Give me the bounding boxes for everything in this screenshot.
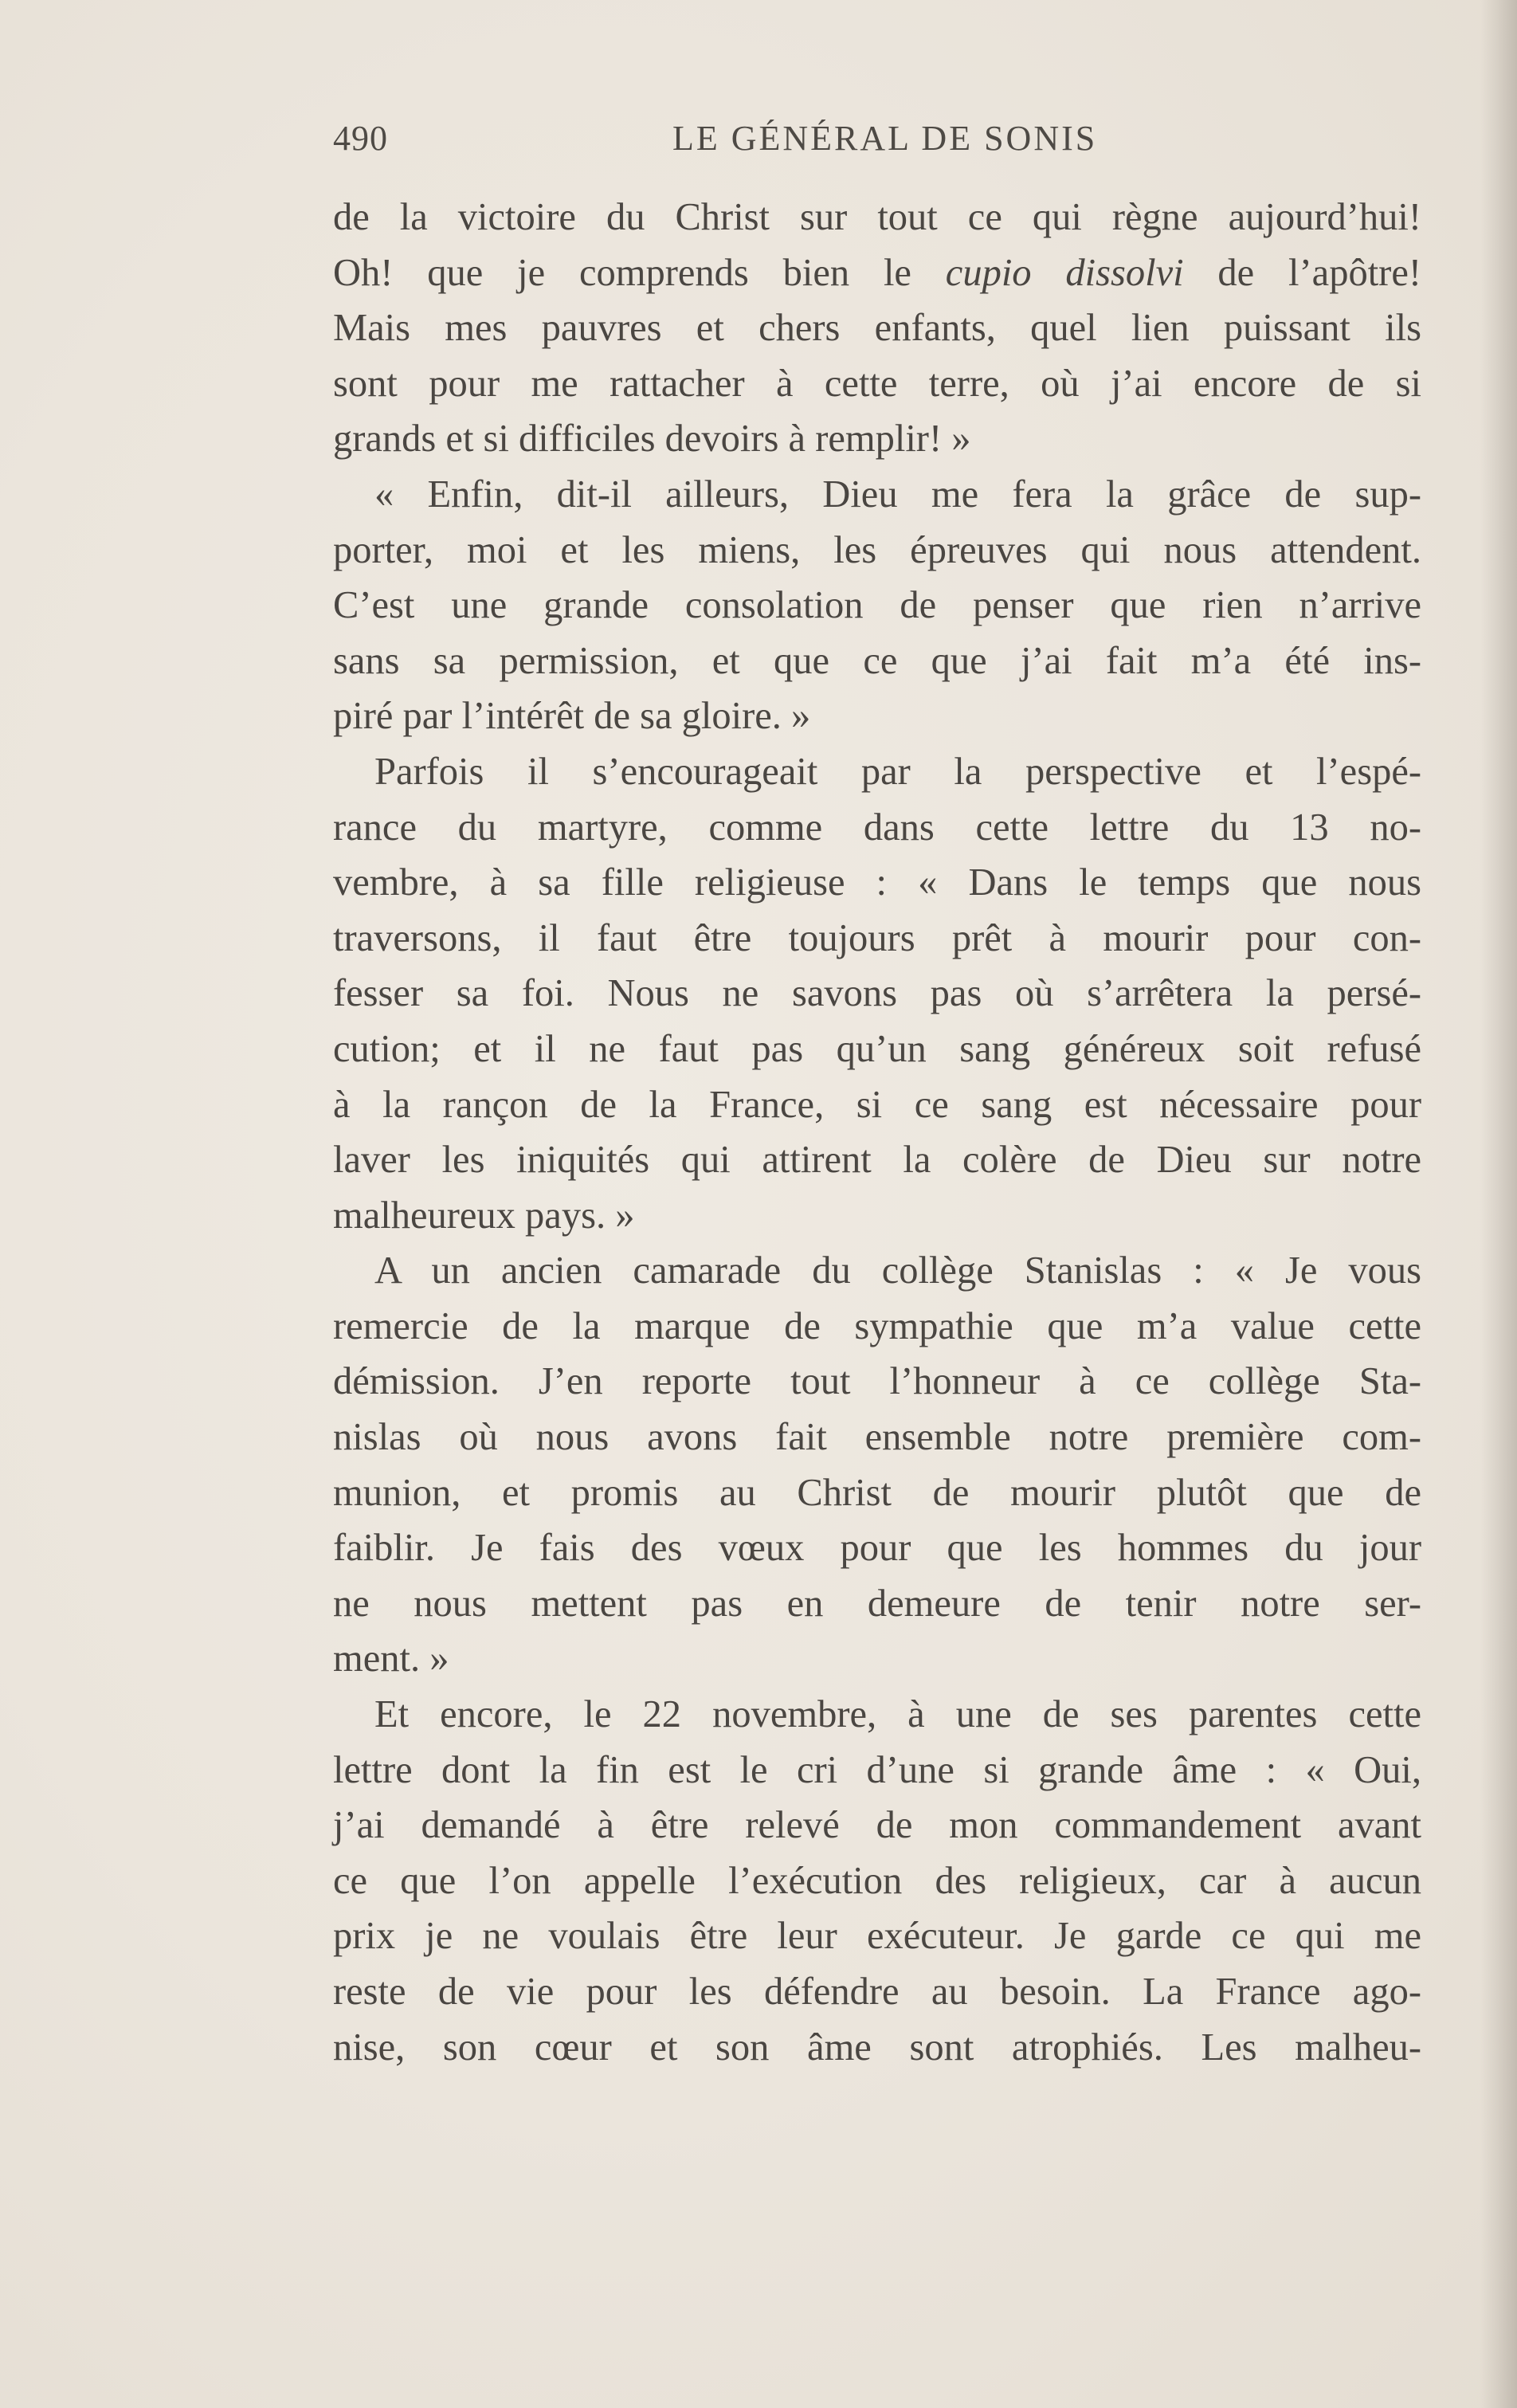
text-line xyxy=(333,190,1421,245)
text-line xyxy=(333,1022,1421,1077)
text-line-segment: sans sa permission, et que ce que j’ai fait m’a été ins- xyxy=(333,639,1421,682)
text-line-segment: j’ai demandé à être relevé de mon commandement avant xyxy=(333,1804,1421,1847)
text-line xyxy=(333,800,1421,856)
text-line-segment: faiblir. Je fais des vœux pour que les hommes du jour xyxy=(333,1527,1421,1570)
text-line xyxy=(333,1132,1421,1188)
text-line xyxy=(333,356,1421,412)
text-line-segment: sont pour me rattacher à cette terre, où j’ai encore de si xyxy=(333,362,1421,405)
running-title: LE GÉNÉRAL DE SONIS xyxy=(672,119,1098,158)
text-line-segment: Parfois il s’encourageait par la perspective et l’espé- xyxy=(374,750,1421,793)
text-line xyxy=(333,855,1421,911)
text-line xyxy=(333,467,1421,523)
text-line-segment: piré par l’intérêt de sa gloire. » xyxy=(333,695,811,738)
text-line-segment: malheureux pays. » xyxy=(333,1194,635,1237)
text-line xyxy=(333,411,1421,467)
text-line xyxy=(333,1188,1421,1244)
text-line xyxy=(333,245,1421,301)
text-line xyxy=(333,300,1421,356)
text-line xyxy=(333,1908,1421,1964)
text-line xyxy=(333,1410,1421,1465)
text-line-segment: de la victoire du Christ sur tout ce qui règne aujourd’hui! xyxy=(333,196,1421,238)
text-line-segment: Et encore, le 22 novembre, à une de ses parentes cette xyxy=(374,1693,1421,1736)
text-line xyxy=(333,1465,1421,1521)
text-line xyxy=(333,966,1421,1022)
page-gutter-shadow xyxy=(1480,0,1517,2408)
page-number: 490 xyxy=(333,119,388,158)
text-line-segment: grands et si difficiles devoirs à remplir! » xyxy=(333,418,971,461)
text-line xyxy=(333,1243,1421,1299)
text-line-segment: A un ancien camarade du collège Stanislas : « Je vous xyxy=(374,1249,1421,1292)
text-line-segment: Mais mes pauvres et chers enfants, quel lien puissant ils xyxy=(333,307,1421,350)
text-line-segment: laver les iniquités qui attirent la colère de Dieu sur notre xyxy=(333,1139,1421,1182)
text-line-segment: rance du martyre, comme dans cette lettre du 13 no- xyxy=(333,806,1421,849)
text-line xyxy=(333,1631,1421,1687)
text-line-segment: reste de vie pour les défendre au besoin. La France ago- xyxy=(333,1971,1421,2013)
text-line-segment: à la rançon de la France, si ce sang est nécessaire pour xyxy=(333,1083,1421,1126)
text-line-segment: fesser sa foi. Nous ne savons pas où s’arrêtera la persé- xyxy=(333,972,1421,1015)
text-line xyxy=(333,633,1421,689)
text-line-segment: C’est une grande consolation de penser que rien n’arrive xyxy=(333,584,1421,627)
text-line xyxy=(333,1853,1421,1909)
text-line xyxy=(333,1299,1421,1355)
text-line-segment: « Enfin, dit-il ailleurs, Dieu me fera la grâce de sup- xyxy=(374,473,1421,516)
text-line-segment: munion, et promis au Christ de mourir plutôt que de xyxy=(333,1471,1421,1514)
text-line-segment: ne nous mettent pas en demeure de tenir notre ser- xyxy=(333,1582,1421,1625)
text-line-segment: lettre dont la fin est le cri d’une si grande âme : « Oui, xyxy=(333,1748,1421,1791)
text-line-segment: nise, son cœur et son âme sont atrophiés. Les malheu- xyxy=(333,2026,1421,2069)
text-line xyxy=(333,1520,1421,1576)
text-line xyxy=(333,2020,1421,2076)
body-text xyxy=(333,190,1421,2075)
text-line xyxy=(333,744,1421,800)
text-line xyxy=(333,1077,1421,1133)
text-line-segment: de l’apôtre! xyxy=(1183,251,1422,294)
text-line-segment: porter, moi et les miens, les épreuves qui nous attendent. xyxy=(333,528,1421,571)
italic-phrase: cupio dissolvi xyxy=(945,251,1184,294)
text-line-segment: prix je ne voulais être leur exécuteur. Je garde ce qui me xyxy=(333,1915,1421,1958)
text-line xyxy=(333,1743,1421,1798)
text-line xyxy=(333,1354,1421,1410)
text-line xyxy=(333,1964,1421,2020)
text-line xyxy=(333,911,1421,967)
running-header xyxy=(333,118,1421,166)
text-line xyxy=(333,1576,1421,1632)
text-line-segment: cution; et il ne faut pas qu’un sang généreux soit refusé xyxy=(333,1027,1421,1070)
text-line xyxy=(333,578,1421,633)
text-line-segment: ment. » xyxy=(333,1637,449,1681)
text-line-segment: remercie de la marque de sympathie que m’a value cette xyxy=(333,1304,1421,1347)
text-line xyxy=(333,688,1421,744)
text-line xyxy=(333,1798,1421,1853)
text-line-segment: vembre, à sa fille religieuse : « Dans le temps que nous xyxy=(333,861,1421,904)
text-line-segment: Oh! que je comprends bien le xyxy=(333,251,946,294)
text-line xyxy=(333,1687,1421,1743)
text-line-segment: ce que l’on appelle l’exécution des religieux, car à aucun xyxy=(333,1859,1421,1902)
text-line-segment: nislas où nous avons fait ensemble notre première com- xyxy=(333,1416,1421,1459)
text-line xyxy=(333,523,1421,578)
text-line-segment: démission. J’en reporte tout l’honneur à ce collège Sta- xyxy=(333,1360,1421,1403)
text-line-segment: traversons, il faut être toujours prêt à mourir pour con- xyxy=(333,916,1421,959)
